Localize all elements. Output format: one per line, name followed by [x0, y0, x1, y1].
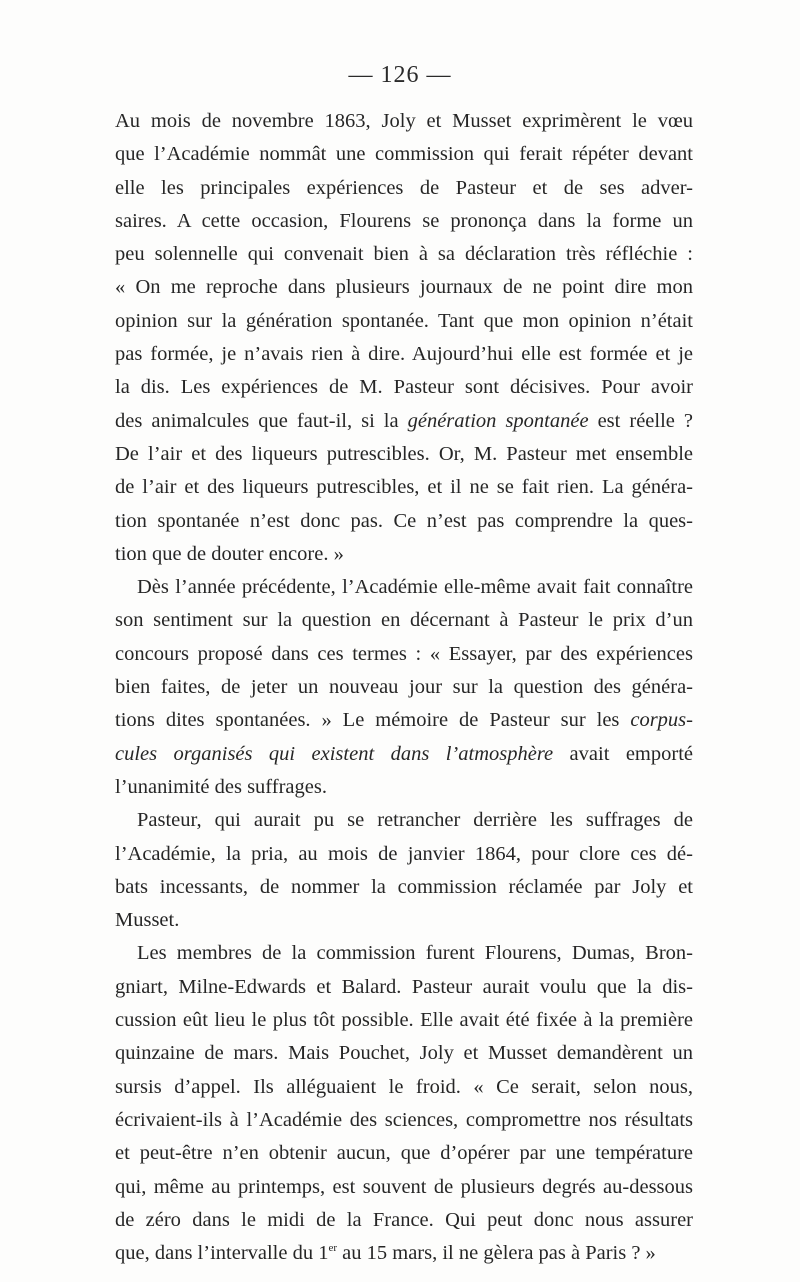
- text-segment: tions dites spontanées. » Le mémoire de Pasteur sur les: [115, 709, 631, 732]
- text-segment: bats incessants, de nommer la commission réclamée par Joly et: [115, 875, 693, 898]
- text-line: [115, 1104, 693, 1137]
- text-line: [115, 571, 693, 604]
- text-line: [115, 1004, 693, 1037]
- text-line: [115, 438, 693, 471]
- text-line: [115, 704, 693, 737]
- text-segment: tion que de douter encore. »: [115, 542, 344, 565]
- text-segment: et peut-être n’en obtenir aucun, que d’opérer par une température: [115, 1142, 693, 1165]
- text-segment: De l’air et des liqueurs putrescibles. Or, M. Pasteur met ensemble: [115, 442, 693, 465]
- text-line: [115, 904, 693, 937]
- text-line: [115, 238, 693, 271]
- body-text: [115, 105, 693, 1270]
- text-segment: « On me reproche dans plusieurs journaux de ne point dire mon: [115, 276, 693, 299]
- text-line: [115, 971, 693, 1004]
- italic-text: génération spontanée: [407, 409, 589, 432]
- page-number: — 126 —: [348, 62, 452, 88]
- text-line: [115, 1071, 693, 1104]
- text-line: [115, 172, 693, 205]
- text-segment: concours proposé dans ces termes : « Essayer, par des expériences: [115, 642, 693, 665]
- text-line: [115, 1037, 693, 1070]
- text-segment: la dis. Les expériences de M. Pasteur sont décisives. Pour avoir: [115, 376, 693, 399]
- text-line: [115, 1237, 693, 1270]
- text-segment: pas formée, je n’avais rien à dire. Aujourd’hui elle est formée et je: [115, 343, 693, 366]
- text-segment: avait emporté: [553, 742, 693, 765]
- text-line: [115, 937, 693, 970]
- italic-text: corpus-: [630, 709, 693, 732]
- text-segment: de zéro dans le midi de la France. Qui peut donc nous assurer: [115, 1208, 693, 1231]
- text-segment: gniart, Milne-Edwards et Balard. Pasteur aurait voulu que la dis-: [115, 975, 693, 998]
- text-line: [115, 771, 693, 804]
- text-segment: des animalcules que faut-il, si la: [115, 409, 408, 432]
- text-segment: Pasteur, qui aurait pu se retrancher derrière les suffrages de: [137, 809, 693, 832]
- text-line: [115, 838, 693, 871]
- text-segment: Les membres de la commission furent Flourens, Dumas, Bron-: [137, 942, 693, 965]
- text-line: [115, 138, 693, 171]
- text-segment: cussion eût lieu le plus tôt possible. Elle avait été fixée à la première: [115, 1009, 693, 1032]
- text-segment: bien faites, de jeter un nouveau jour sur la question des généra-: [115, 676, 693, 699]
- text-segment: l’unanimité des suffrages.: [115, 775, 327, 798]
- text-segment: que, dans l’intervalle du 1: [115, 1242, 329, 1265]
- text-segment: Au mois de novembre 1863, Joly et Musset exprimèrent le vœu: [115, 110, 693, 132]
- text-segment: son sentiment sur la question en décernant à Pasteur le prix d’un: [115, 609, 693, 632]
- text-segment: elle les principales expériences de Pasteur et de ses adver-: [115, 176, 693, 199]
- text-segment: saires. A cette occasion, Flourens se prononça dans la forme un: [115, 209, 693, 232]
- text-line: [115, 205, 693, 238]
- text-line: [115, 738, 693, 771]
- text-line: [115, 305, 693, 338]
- text-line: [115, 604, 693, 637]
- text-line: [115, 871, 693, 904]
- text-segment: au 15 mars, il ne gèlera pas à Paris ? »: [337, 1242, 656, 1265]
- text-segment: de l’air et des liqueurs putrescibles, et il ne se fait rien. La généra-: [115, 476, 693, 499]
- text-segment: opinion sur la génération spontanée. Tant que mon opinion n’était: [115, 309, 693, 332]
- text-segment: sursis d’appel. Ils alléguaient le froid. « Ce serait, selon nous,: [115, 1075, 693, 1098]
- text-line: [115, 105, 693, 138]
- text-segment: l’Académie, la pria, au mois de janvier 1864, pour clore ces dé-: [115, 842, 693, 865]
- text-line: [115, 1204, 693, 1237]
- text-line: [115, 471, 693, 504]
- text-line: [115, 538, 693, 571]
- text-line: [115, 405, 693, 438]
- text-line: [115, 638, 693, 671]
- text-segment: quinzaine de mars. Mais Pouchet, Joly et Musset demandèrent un: [115, 1042, 693, 1065]
- text-segment: tion spontanée n’est donc pas. Ce n’est pas comprendre la ques-: [115, 509, 693, 532]
- text-segment: peu solennelle qui convenait bien à sa déclaration très réfléchie :: [115, 243, 693, 266]
- text-segment: est réelle ?: [588, 409, 693, 432]
- text-line: [115, 671, 693, 704]
- text-line: [115, 338, 693, 371]
- text-segment: Musset.: [115, 909, 180, 932]
- text-segment: que l’Académie nommât une commission qui ferait répéter devant: [115, 143, 693, 166]
- italic-text: cules organisés qui existent dans l’atmosphère: [115, 742, 554, 765]
- text-line: [115, 505, 693, 538]
- text-line: [115, 1171, 693, 1204]
- superscript: er: [328, 1242, 338, 1255]
- text-segment: Dès l’année précédente, l’Académie elle-même avait fait connaître: [137, 576, 693, 599]
- text-line: [115, 371, 693, 404]
- text-line: [115, 804, 693, 837]
- text-line: [115, 271, 693, 304]
- text-segment: qui, même au printemps, est souvent de plusieurs degrés au-dessous: [115, 1175, 693, 1198]
- text-segment: écrivaient-ils à l’Académie des sciences, compromettre nos résultats: [115, 1108, 693, 1131]
- text-line: [115, 1137, 693, 1170]
